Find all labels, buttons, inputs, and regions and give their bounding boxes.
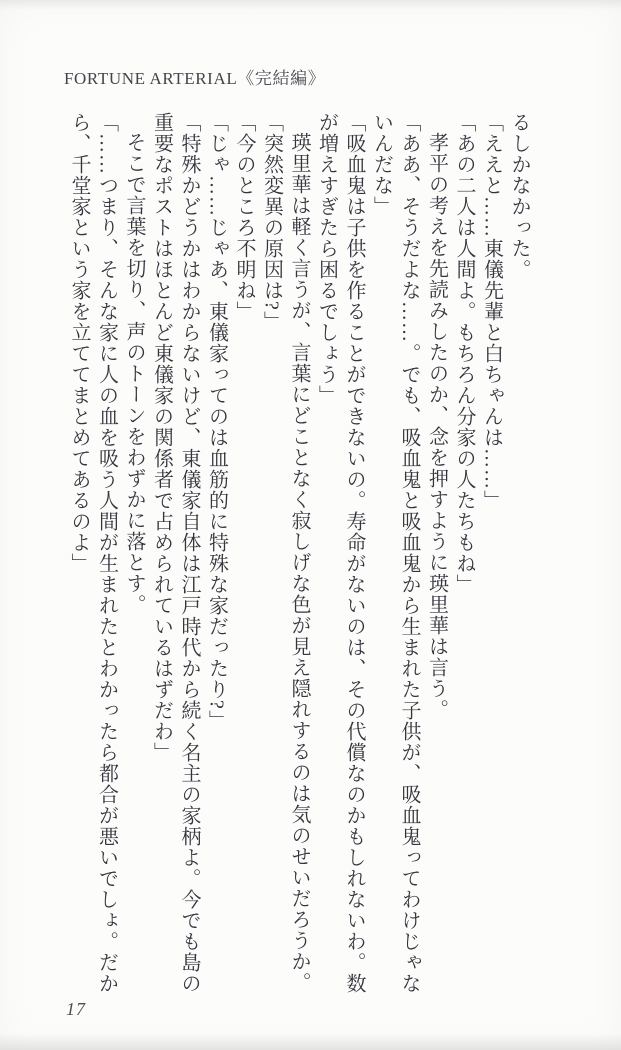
text-column: 重要なポストはほとんど東儀家の関係者で占められているはずだわ」 bbox=[150, 112, 173, 763]
text-column: 「特殊かどうかはわからないけど、東儀家自体は江戸時代から続く名主の家柄よ。今でも島の bbox=[178, 112, 200, 994]
text-column: 「突然変異の原因は?」 bbox=[260, 112, 283, 332]
text-column: るしかなかった。 bbox=[508, 112, 530, 280]
running-head-title: FORTUNE ARTERIAL《完結編》 bbox=[64, 69, 326, 88]
text-column: 「ああ、そうだよな……。でも、吸血鬼と吸血鬼から生まれた子供が、吸血鬼ってわけじゃな bbox=[398, 112, 420, 994]
text-column: 瑛里華は軽く言うが、言葉にどことなく寂しげな色が見え隠れするのは気のせいだろうか。 bbox=[288, 132, 310, 993]
text-column: 孝平の考えを先読みしたのか、念を押すように瑛里華は言う。 bbox=[425, 132, 448, 720]
text-column: いんだな」 bbox=[370, 112, 393, 217]
text-column: 「……つまり、そんな家に人の血を吸う人間が生まれたとわかったら都合が悪いでしょ。だか bbox=[95, 112, 118, 994]
text-column: が増えすぎたら困るでしょう」 bbox=[315, 112, 338, 406]
text-column: 「ええと……東儀先輩と白ちゃんは……」 bbox=[480, 112, 503, 511]
text-column: 「今のところ不明ね」 bbox=[233, 112, 255, 322]
text-column: 「吸血鬼は子供を作ることができないの。寿命がないのは、その代償なのかもしれないわ。数 bbox=[343, 112, 365, 994]
novel-text-block bbox=[65, 112, 533, 1012]
page-number: 17 bbox=[66, 999, 86, 1019]
text-column: 「じゃ……じゃあ、東儀家ってのは血筋的に特殊な家だったり?」 bbox=[205, 112, 228, 731]
text-column: 「あの二人は人間よ。もちろん分家の人たちもね」 bbox=[453, 112, 475, 595]
text-column: そこで言葉を切り、声のトーンをわずかに落とす。 bbox=[123, 132, 145, 615]
text-column: ら、千堂家という家を立ててまとめてあるのよ」 bbox=[68, 112, 90, 574]
